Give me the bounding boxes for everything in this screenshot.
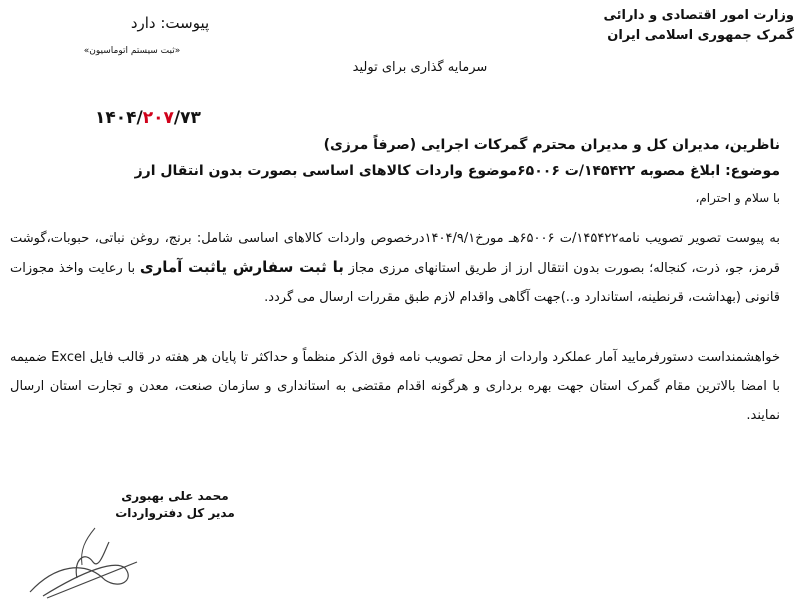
- letter-number: [95, 108, 201, 128]
- emphasized-text: با ثبت سفارش یاثبت آماری: [139, 258, 344, 276]
- recipients: ناظرین، مدیران کل و مدیران محترم گمرکات اجرایی (صرفاً مرزی): [323, 137, 780, 153]
- signatory-block: [110, 488, 240, 522]
- letterhead: [603, 6, 794, 46]
- paragraph-text: با رعایت واخذ مجوزات قانونی (بهداشت، قرنطینه، استاندارد و..)جهت آگاهی واقدام لازم طبق مقررات ارسال می گردد.: [10, 261, 780, 305]
- letter-number-red-part: ۲۰۷: [142, 108, 174, 128]
- slogan: سرمایه گذاری برای تولید: [352, 60, 488, 75]
- ministry-name: وزارت امور اقتصادی و دارائی: [603, 8, 794, 23]
- letter-number-part: /۷۳: [173, 108, 201, 128]
- subject-line: موضوع: ابلاغ مصوبه ۱۴۵۴۲۲/ت ۶۵۰۰۶موضوع واردات کالاهای اساسی بصورت بدون انتقال ارز: [134, 163, 780, 179]
- organization-name: گمرک جمهوری اسلامی ایران: [607, 28, 794, 43]
- letter-number-part: ۱۴۰۴/: [95, 108, 143, 128]
- attachment-note: پیوست: دارد: [130, 14, 210, 32]
- body-paragraph-1: [10, 224, 780, 312]
- automation-system-note: «ثبت سیستم اتوماسیون»: [83, 46, 181, 56]
- handwritten-signature-icon: [25, 520, 145, 600]
- body-paragraph-2: خواهشمنداست دستورفرمایید آمار عملکرد واردات از محل تصویب نامه فوق الذکر منظماً و حداکثر تا پایان هر هفته در قالب فایل Excel ضمیمه با امضا بالاترین مقام گمرک استان جهت بهره برداری و هرگونه اقدام مقتضی به استانداری و سازمان صنعت، معدن و تجارت استان ارسال نمایند.: [10, 350, 780, 423]
- paragraph-text: به پیوست تصویر تصویب نامه۱۴۵۴۲۲/ت ۶۵۰۰۶هـ مورخ۱۴۰۴/۹/۱درخصوص واردات کالاهای اساسی شامل: برنج، روغن نباتی، حبوبات،گوشت قرمز، جو، ذرت، کنجاله؛ بصورت بدون انتقال ارز از طریق استانهای مرزی مجاز: [10, 231, 780, 276]
- signatory-name: محمد علی بهبوری: [121, 489, 229, 503]
- greeting: با سلام و احترام،: [695, 191, 780, 205]
- signatory-title: مدیر کل دفترواردات: [115, 506, 235, 520]
